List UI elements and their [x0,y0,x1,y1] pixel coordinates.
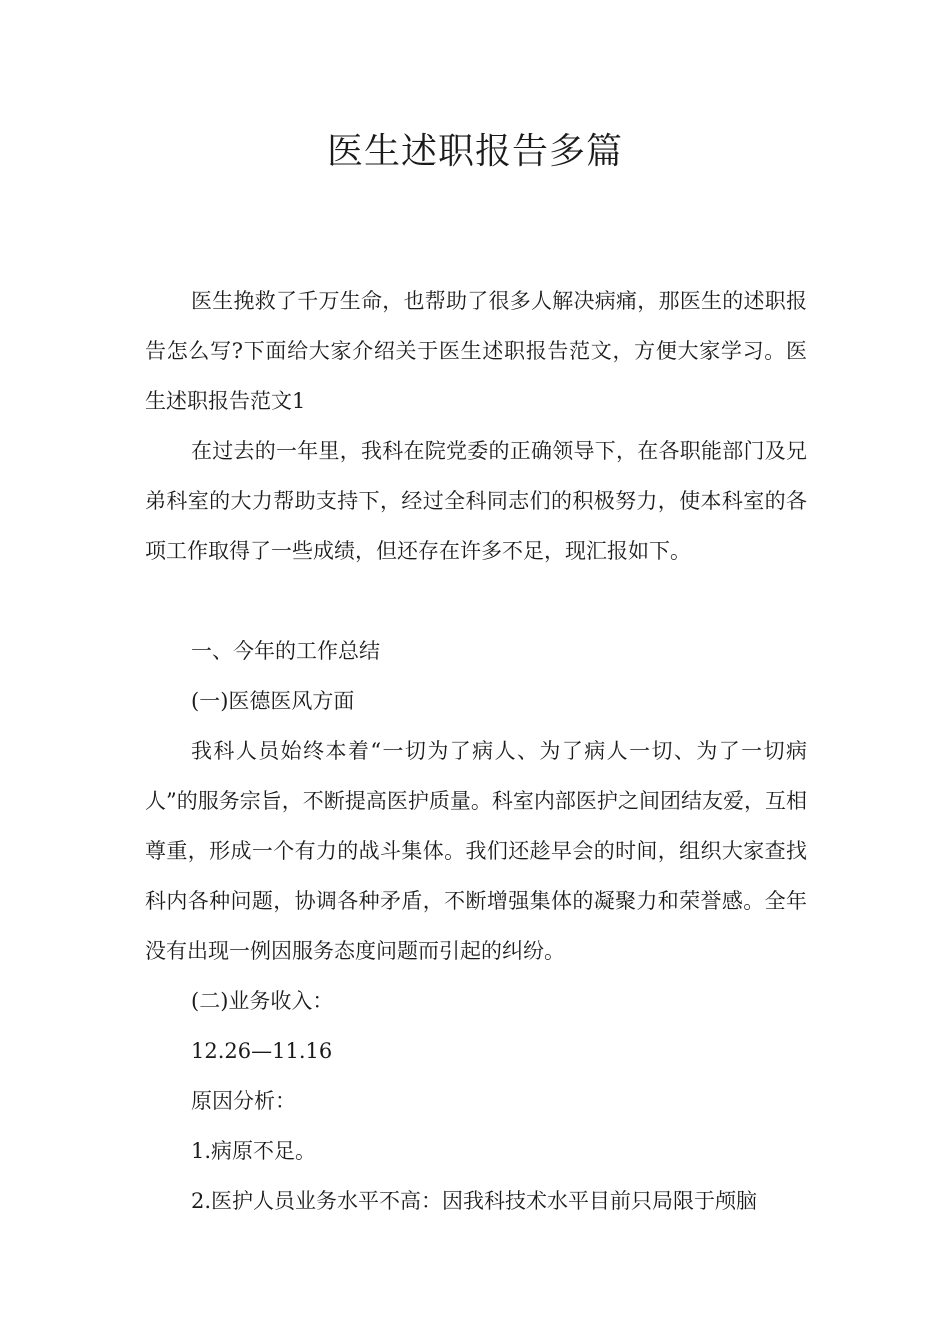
analysis-heading: 原因分析： [191,1089,296,1113]
date-range: 12.26—11.16 [191,1039,333,1063]
subsection-heading-revenue: (二)业务收入： [191,989,334,1013]
overview-paragraph: 在过去的一年里，我科在院党委的正确领导下，在各职能部门及兄弟科室的大力帮助支持下，经过全科同志们的积极努力，使本科室的各项工作取得了一些成绩，但还存在许多不足，现汇报如下。 [145,439,807,563]
paragraph-spacer [145,576,807,626]
intro-paragraph: 医生挽救了千万生命，也帮助了很多人解决病痛，那医生的述职报告怎么写?下面给大家介绍关于医生述职报告范文，方便大家学习。医生述职报告范文1 [145,289,807,413]
reason-item-1: 1.病原不足。 [191,1139,317,1163]
document-body [145,276,807,1226]
subsection-heading-ethics: (一)医德医风方面 [191,689,355,713]
document-title: 医生述职报告多篇 [326,131,623,172]
ethics-paragraph: 我科人员始终本着“一切为了病人、为了病人一切、为了一切病人”的服务宗旨，不断提高医护质量。科室内部医护之间团结友爱，互相尊重，形成一个有力的战斗集体。我们还趁早会的时间，组织大家查找科内各种问题，协调各种矛盾，不断增强集体的凝聚力和荣誉感。全年没有出现一例因服务态度问题而引起的纠纷。 [145,739,807,963]
reason-item-2: 2.医护人员业务水平不高：因我科技术水平目前只局限于颅脑 [191,1189,758,1213]
section-heading: 一、今年的工作总结 [191,639,380,663]
